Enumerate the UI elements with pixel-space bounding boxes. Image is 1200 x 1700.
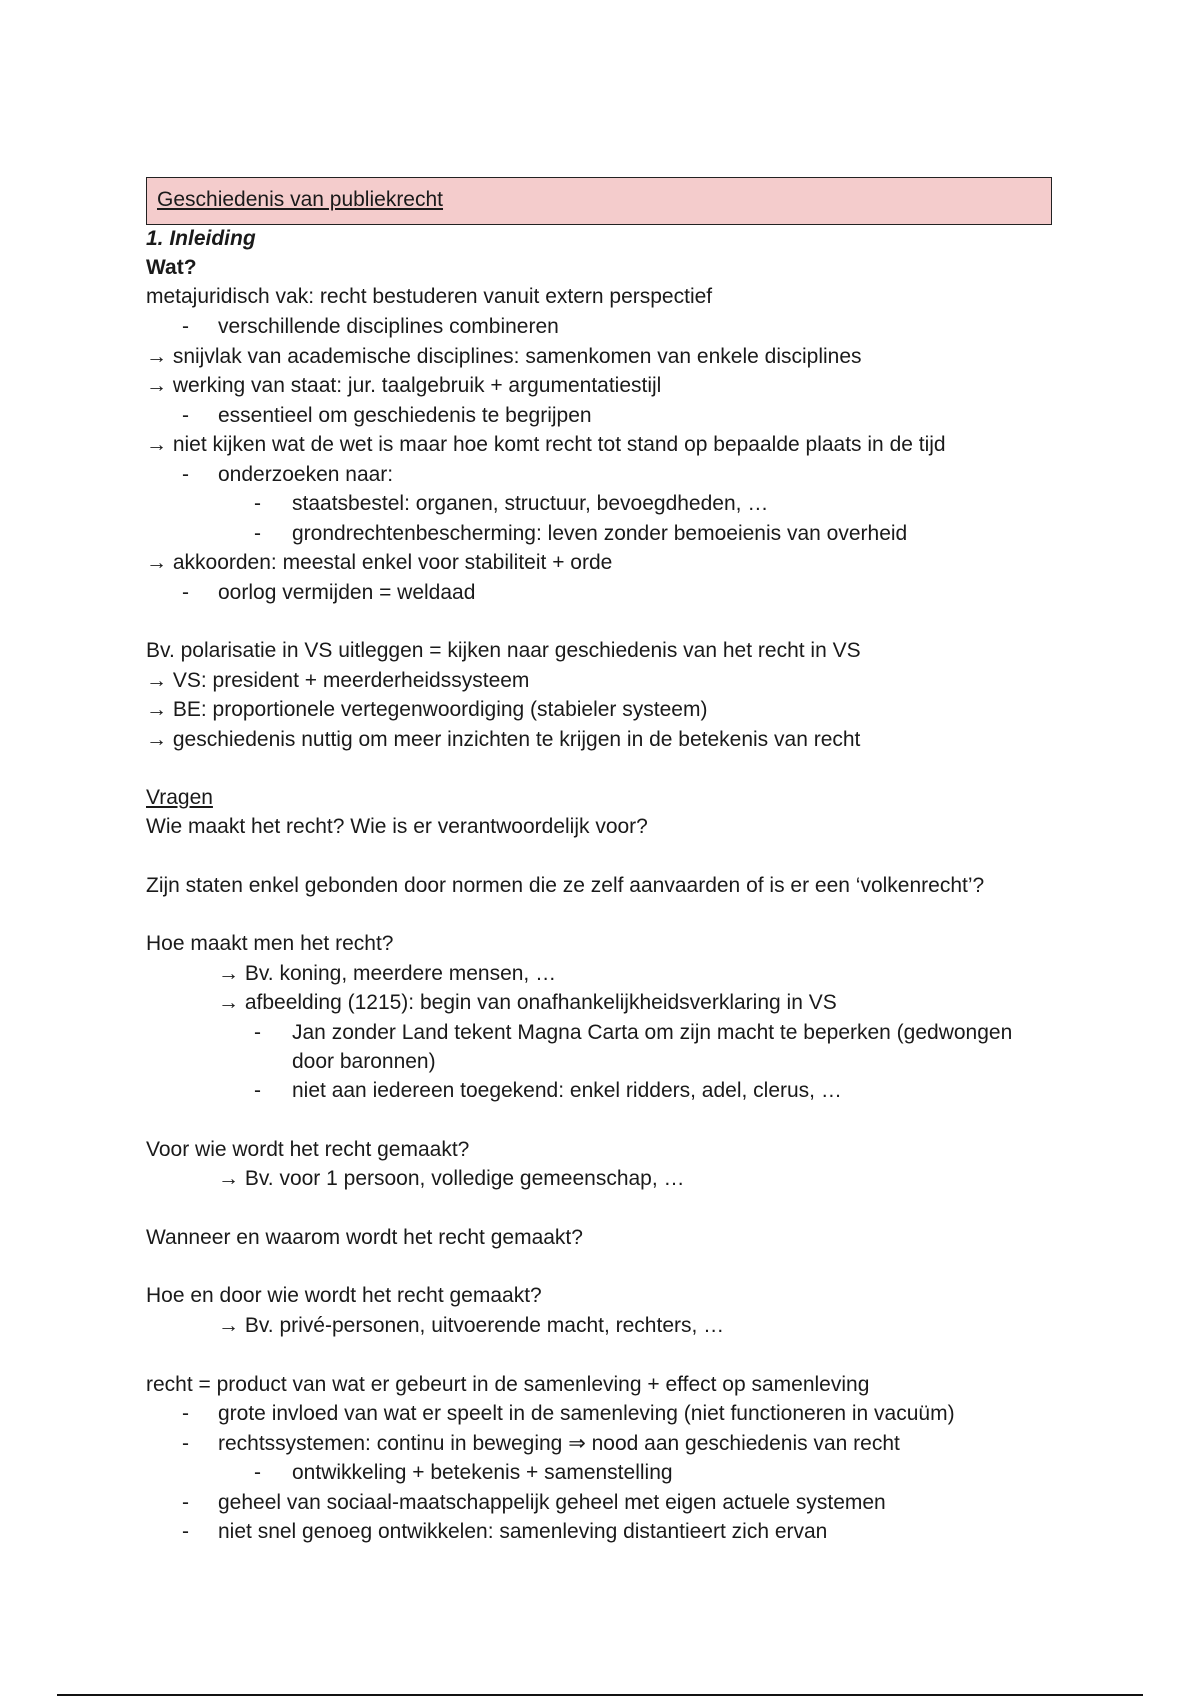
voorbeeld-intro: Bv. polarisatie in VS uitleggen = kijken naar geschiedenis van het recht in VS <box>146 639 861 662</box>
bullet-dash: - <box>254 522 261 545</box>
bullet-dash: - <box>182 1402 189 1425</box>
recht-intro: recht = product van wat er gebeurt in de samenleving + effect op samenleving <box>146 1373 870 1396</box>
voorbeeld-be: → BE: proportionele vertegenwoordiging (stabieler systeem) <box>146 698 708 721</box>
section-heading: 1. Inleiding <box>146 227 256 250</box>
bullet-dash: - <box>182 315 189 338</box>
wat-bullet-onderzoeken: onderzoeken naar: <box>218 463 394 486</box>
vraag-3-bullet-1a: Jan zonder Land tekent Magna Carta om zijn macht te beperken (gedwongen <box>292 1021 1013 1044</box>
recht-bullet-2: rechtssystemen: continu in beweging ⇒ nood aan geschiedenis van recht <box>218 1432 900 1455</box>
vraag-6: Hoe en door wie wordt het recht gemaakt? <box>146 1284 542 1307</box>
voorbeeld-nuttig: → geschiedenis nuttig om meer inzichten te krijgen in de betekenis van recht <box>146 728 861 751</box>
title-box <box>146 177 1052 225</box>
voorbeeld-vs: → VS: president + meerderheidssysteem <box>146 669 530 692</box>
wat-arrow-niet-kijken: → niet kijken wat de wet is maar hoe komt recht tot stand op bepaalde plaats in de tijd <box>146 433 946 456</box>
wat-bullet-oorlog: oorlog vermijden = weldaad <box>218 581 476 604</box>
bullet-dash: - <box>254 1021 261 1044</box>
bullet-dash: - <box>254 492 261 515</box>
wat-bullet-essentieel: essentieel om geschiedenis te begrijpen <box>218 404 592 427</box>
bullet-dash: - <box>182 1491 189 1514</box>
wat-arrow-werking: → werking van staat: jur. taalgebruik + argumentatiestijl <box>146 374 662 397</box>
recht-bullet-4: niet snel genoeg ontwikkelen: samenleving distantieert zich ervan <box>218 1520 828 1543</box>
vraag-3-arrow-2: → afbeelding (1215): begin van onafhankelijkheidsverklaring in VS <box>218 991 837 1014</box>
bottom-divider <box>57 1694 1143 1696</box>
bullet-dash: - <box>254 1461 261 1484</box>
vraag-4: Voor wie wordt het recht gemaakt? <box>146 1138 470 1161</box>
vraag-2: Zijn staten enkel gebonden door normen die ze zelf aanvaarden of is er een ‘volkenrecht’? <box>146 874 985 897</box>
vraag-6-arrow-1: → Bv. privé-personen, uitvoerende macht, rechters, … <box>218 1314 725 1337</box>
wat-arrow-akkoorden: → akkoorden: meestal enkel voor stabiliteit + orde <box>146 551 613 574</box>
bullet-dash: - <box>182 581 189 604</box>
recht-bullet-3: geheel van sociaal-maatschappelijk geheel met eigen actuele systemen <box>218 1491 886 1514</box>
bullet-dash: - <box>182 1520 189 1543</box>
bullet-dash: - <box>182 463 189 486</box>
wat-arrow-snijvlak: → snijvlak van academische disciplines: samenkomen van enkele disciplines <box>146 345 862 368</box>
page-title: Geschiedenis van publiekrecht <box>157 188 444 211</box>
vraag-3-arrow-1: → Bv. koning, meerdere mensen, … <box>218 962 557 985</box>
bullet-dash: - <box>182 1432 189 1455</box>
recht-bullet-1: grote invloed van wat er speelt in de samenleving (niet functioneren in vacuüm) <box>218 1402 955 1425</box>
vraag-3-bullet-2: niet aan iedereen toegekend: enkel ridders, adel, clerus, … <box>292 1079 842 1102</box>
recht-subbullet-1: ontwikkeling + betekenis + samenstelling <box>292 1461 673 1484</box>
vraag-4-arrow-1: → Bv. voor 1 persoon, volledige gemeenschap, … <box>218 1167 685 1190</box>
wat-bullet-disciplines: verschillende disciplines combineren <box>218 315 559 338</box>
wat-intro: metajuridisch vak: recht bestuderen vanuit extern perspectief <box>146 285 713 308</box>
wat-subbullet-grondrechten: grondrechtenbescherming: leven zonder bemoeienis van overheid <box>292 522 908 545</box>
vraag-3-bullet-1b: door baronnen) <box>292 1050 436 1073</box>
wat-subbullet-staatsbestel: staatsbestel: organen, structuur, bevoegdheden, … <box>292 492 769 515</box>
wat-heading: Wat? <box>146 256 197 279</box>
vraag-5: Wanneer en waarom wordt het recht gemaakt? <box>146 1226 583 1249</box>
vragen-heading: Vragen <box>146 786 213 809</box>
bullet-dash: - <box>254 1079 261 1102</box>
bullet-dash: - <box>182 404 189 427</box>
vraag-1: Wie maakt het recht? Wie is er verantwoordelijk voor? <box>146 815 648 838</box>
vraag-3: Hoe maakt men het recht? <box>146 932 394 955</box>
